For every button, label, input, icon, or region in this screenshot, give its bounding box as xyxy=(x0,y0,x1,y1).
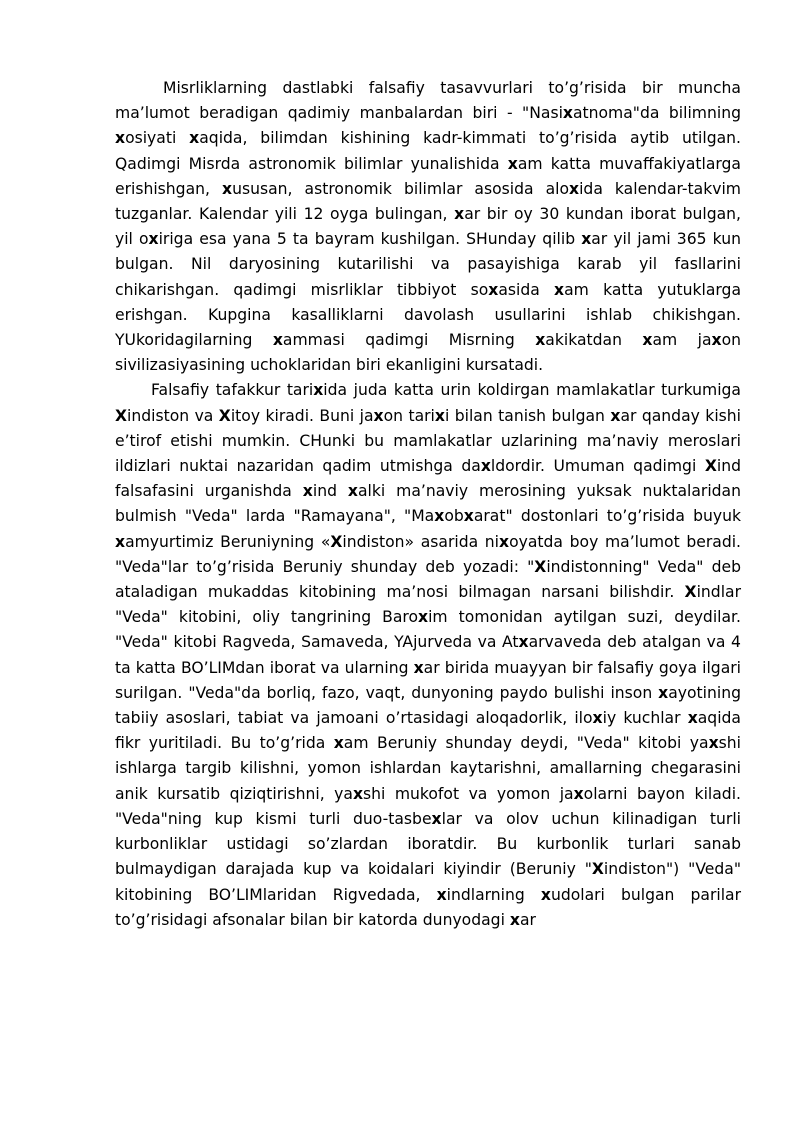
bold-run: x xyxy=(480,457,491,476)
bold-run: x xyxy=(573,784,584,803)
bold-run: x xyxy=(711,331,722,350)
bold-run: x xyxy=(347,482,358,501)
document-page xyxy=(115,76,741,933)
bold-run: x xyxy=(454,205,465,224)
bold-run: x xyxy=(658,683,669,702)
bold-run: x xyxy=(642,331,653,350)
bold-run: x xyxy=(610,406,621,425)
bold-run: X xyxy=(330,532,343,551)
bold-run: x xyxy=(581,230,592,249)
bold-run: X xyxy=(591,860,604,879)
bold-run: x xyxy=(413,658,424,677)
bold-run: x xyxy=(708,734,719,753)
bold-run: x xyxy=(418,608,429,627)
paragraph-egypt: Misrliklarning dastlabki falsafiy tasavvurlari to’g’risida bir muncha ma’lumot beradigan qadimiy manbalardan biri - "Nasixatnoma"da bilimning xosiyati xaqida, bilimdan kishining kadr-kimmati to’g’risida aytib utilgan. Qadimgi Misrda astronomik bilimlar yunalishida xam katta muvaffakiyatlarga erishishgan, xususan, astronomik bilimlar asosida aloxida kalendar-takvim tuzganlar. Kalendar yili 12 oyga bulingan, xar bir oy 30 kundan iborat bulgan, yil oxiriga esa yana 5 ta bayram kushilgan. SHunday qilib xar yil jami 365 kun bulgan. Nil daryosining kutarilishi va pasayishiga karab yil fasllarini chikarishgan. qadimgi misrliklar tibbiyot soxasida xam katta yutuklarga erishgan. Kupgina kasalliklarni davolash usullarini ishlab chikishgan. YUkoridagilarning xammasi qadimgi Misrning xakikatdan xam jaxon sivilizasiyasining uchoklaridan biri ekanligini kursatadi. xyxy=(115,79,742,375)
bold-run: x xyxy=(352,784,364,803)
bold-run: x xyxy=(189,129,200,148)
bold-run: x xyxy=(592,709,603,728)
bold-run: x xyxy=(148,230,159,249)
bold-run: x xyxy=(509,910,520,929)
bold-run: x xyxy=(488,280,499,299)
bold-run: x xyxy=(569,179,580,198)
bold-run: X xyxy=(704,457,717,476)
bold-run: x xyxy=(302,482,313,501)
bold-run: x xyxy=(463,507,474,526)
bold-run: x xyxy=(436,885,447,904)
bold-run: x xyxy=(272,331,283,350)
bold-run: x xyxy=(222,179,233,198)
bold-run: x xyxy=(687,709,698,728)
bold-run: X xyxy=(115,406,128,425)
bold-run: x xyxy=(507,154,518,173)
bold-run: X xyxy=(534,557,547,576)
bold-run: x xyxy=(518,633,529,652)
paragraph-india-china: Falsafiy tafakkur tarixida juda katta urin koldirgan mamlakatlar turkumiga Xindiston va Xitoy kiradi. Buni jaxon tarixi bilan tanish bulgan xar qanday kishi e’tirof etishi mumkin. CHunki bu mamlakatlar uzlarining ma’naviy meroslari ildizlari nuktai nazaridan qadim utmishga daxldordir. Umuman qadimgi Xind falsafasini urganishda xind xalki ma’naviy merosining yuksak nuktalaridan bulmish "Veda" larda "Ramayana", "Maxobxarat" dostonlari to’g’risida buyuk xamyurtimiz Beruniyning «Xindiston» asarida nixoyatda boy ma’lumot beradi. "Veda"lar to’g’risida Beruniy shunday deb yozadi: "Xindistonning" Veda" deb ataladigan mukaddas kitobining ma’nosi bilmagan narsani bilishdir. Xindlar "Veda" kitobini, oliy tangrining Baroxim tomonidan aytilgan suzi, deydilar. "Veda" kitobi Ragveda, Samaveda, YAjurveda va Atxarvaveda deb atalgan va 4 ta katta BO’LIMdan iborat va ularning xar birida muayyan bir falsafiy goya ilgari surilgan. "Veda"da borliq, fazo, vaqt, dunyoning paydo bulishi inson xayotining tabiiy asoslari, tabiat va jamoani o’rtasidagi aloqadorlik, iloxiy kuchlar xaqida fikr yuritiladi. Bu to’g’rida xam Beruniy shunday deydi, "Veda" kitobi yaxshi ishlarga targib kilishni, yomon ishlardan kaytarishni, amallarning chegarasini anik kursatib qiziqtirishni, yaxshi mukofot va yomon jaxolarni bayon kiladi. "Veda"ning kup kismi turli duo-tasbexlar va olov uchun kilinadigan turli kurbonliklar ustidagi so’zlardan iboratdir. Bu kurbonlik turlari sanab bulmaydigan darajada kup va koidalari kiyindir (Beruniy "Xindiston") "Veda" kitobining BO’LIMlaridan Rigvedada, xindlarning xudolari bulgan parilar to’g’risidagi afsonalar bilan bir katorda dunyodagi xar xyxy=(115,381,742,929)
bold-run: x xyxy=(554,280,565,299)
bold-run: x xyxy=(562,104,573,123)
bold-run: x xyxy=(115,532,126,551)
bold-run: x xyxy=(373,406,384,425)
bold-run: x xyxy=(115,129,126,148)
bold-run: x xyxy=(434,406,445,425)
bold-run: x xyxy=(333,734,344,753)
bold-run: X xyxy=(218,406,231,425)
bold-run: x xyxy=(535,331,546,350)
bold-run: X xyxy=(684,583,697,602)
bold-run: x xyxy=(434,507,445,526)
bold-run: x xyxy=(540,885,551,904)
bold-run: x xyxy=(499,532,510,551)
bold-run: x xyxy=(313,381,324,400)
bold-run: x xyxy=(431,809,442,828)
